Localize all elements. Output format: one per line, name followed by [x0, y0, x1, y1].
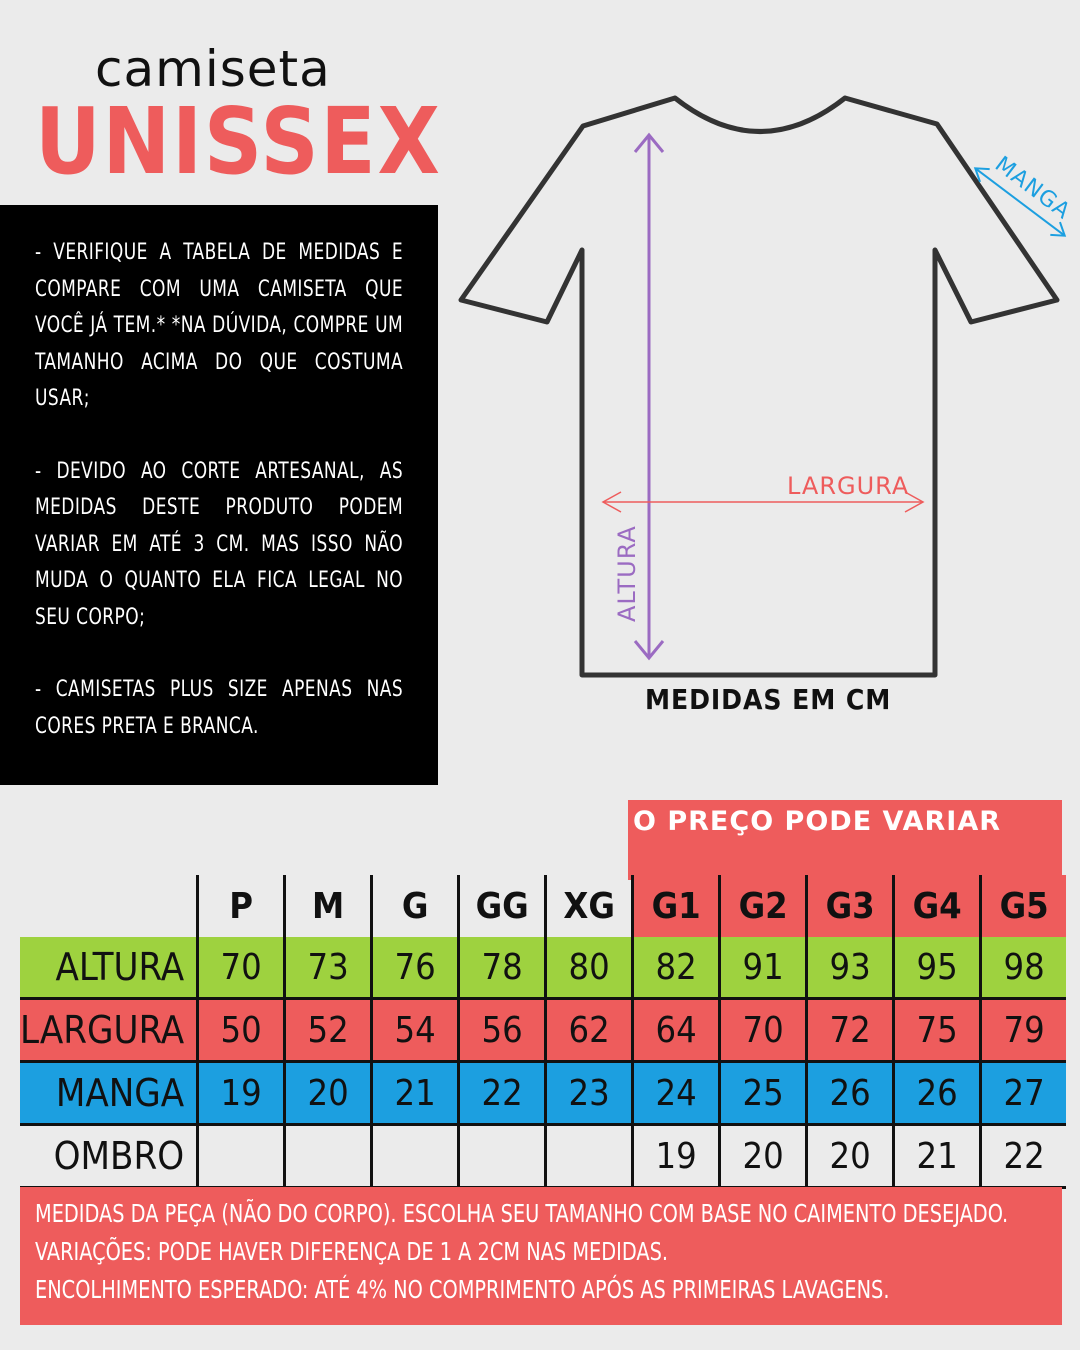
table-row-largura: [20, 999, 1066, 1062]
table-cell-ombro-m: [285, 1125, 372, 1188]
table-cell-manga-xg: 23: [546, 1062, 633, 1125]
table-cell-altura-g4: 95: [894, 937, 981, 999]
manga-label: MANGA: [990, 151, 1075, 225]
measures-unit-label: MEDIDAS EM CM: [645, 683, 892, 716]
footer-notes: [20, 1187, 1062, 1325]
size-header-m: M: [285, 875, 372, 937]
tshirt-diagram: [455, 90, 1075, 690]
table-row-manga: [20, 1062, 1066, 1125]
row-label-manga: MANGA: [20, 1062, 198, 1125]
table-cell-altura-m: 73: [285, 937, 372, 999]
table-cell-largura-m: 52: [285, 999, 372, 1062]
table-cell-altura-g3: 93: [807, 937, 894, 999]
table-cell-largura-g2: 70: [720, 999, 807, 1062]
size-header-g4: G4: [894, 875, 981, 937]
table-cell-manga-g1: 24: [633, 1062, 720, 1125]
size-header-gg: GG: [459, 875, 546, 937]
table-cell-altura-p: 70: [198, 937, 285, 999]
size-header-row: [20, 875, 1066, 937]
table-cell-largura-p: 50: [198, 999, 285, 1062]
title-unissex: UNISSEX: [35, 88, 442, 195]
size-header-g5: G5: [981, 875, 1067, 937]
table-cell-largura-g3: 72: [807, 999, 894, 1062]
row-label-ombro: OMBRO: [20, 1125, 198, 1188]
tshirt-outline: [461, 98, 1057, 675]
row-label-largura: LARGURA: [20, 999, 198, 1062]
table-cell-ombro-xg: [546, 1125, 633, 1188]
altura-label: ALTURA: [613, 525, 641, 622]
table-cell-ombro-g1: 19: [633, 1125, 720, 1188]
largura-label: LARGURA: [787, 472, 910, 500]
table-cell-altura-gg: 78: [459, 937, 546, 999]
notes-panel: [0, 205, 438, 785]
table-cell-largura-g1: 64: [633, 999, 720, 1062]
table-cell-largura-g: 54: [372, 999, 459, 1062]
table-cell-altura-g1: 82: [633, 937, 720, 999]
footer-line-3: ENCOLHIMENTO ESPERADO: ATÉ 4% NO COMPRIMENTO APÓS AS PRIMEIRAS LAVAGENS.: [35, 1275, 890, 1304]
note-check-table: - VERIFIQUE A TABELA DE MEDIDAS E COMPARE COM UMA CAMISETA QUE VOCÊ JÁ TEM.* *NA DÚVIDA, COMPRE UM TAMANHO ACIMA DO QUE COSTUMA USAR;: [35, 240, 404, 411]
table-cell-manga-m: 20: [285, 1062, 372, 1125]
table-cell-manga-p: 19: [198, 1062, 285, 1125]
table-cell-manga-g2: 25: [720, 1062, 807, 1125]
size-header-g: G: [372, 875, 459, 937]
table-cell-ombro-p: [198, 1125, 285, 1188]
table-cell-altura-xg: 80: [546, 937, 633, 999]
note-plus-size: - CAMISETAS PLUS SIZE APENAS NAS CORES PRETA E BRANCA.: [35, 677, 404, 739]
table-row-altura: [20, 937, 1066, 999]
note-artisan-cut: - DEVIDO AO CORTE ARTESANAL, AS MEDIDAS DESTE PRODUTO PODEM VARIAR EM ATÉ 3 CM. MAS ISSO NÃO MUDA O QUANTO ELA FICA LEGAL NO SEU CORPO;: [35, 458, 404, 630]
size-header-xg: XG: [546, 875, 633, 937]
table-cell-manga-g: 21: [372, 1062, 459, 1125]
table-cell-manga-gg: 22: [459, 1062, 546, 1125]
table-cell-altura-g2: 91: [720, 937, 807, 999]
size-header-blank: [20, 875, 198, 937]
table-cell-manga-g3: 26: [807, 1062, 894, 1125]
table-cell-altura-g5: 98: [981, 937, 1067, 999]
table-cell-largura-xg: 62: [546, 999, 633, 1062]
table-cell-ombro-gg: [459, 1125, 546, 1188]
title-camiseta: camiseta: [95, 40, 331, 98]
table-cell-largura-g4: 75: [894, 999, 981, 1062]
price-banner-text: O PREÇO PODE VARIAR: [633, 806, 1002, 837]
size-header-p: P: [198, 875, 285, 937]
footer-line-1: MEDIDAS DA PEÇA (NÃO DO CORPO). ESCOLHA SEU TAMANHO COM BASE NO CAIMENTO DESEJADO.: [35, 1199, 1009, 1228]
table-cell-manga-g4: 26: [894, 1062, 981, 1125]
table-cell-altura-g: 76: [372, 937, 459, 999]
table-cell-ombro-g2: 20: [720, 1125, 807, 1188]
table-cell-ombro-g: [372, 1125, 459, 1188]
table-cell-largura-g5: 79: [981, 999, 1067, 1062]
table-cell-largura-gg: 56: [459, 999, 546, 1062]
table-row-ombro: [20, 1125, 1066, 1188]
footer-line-2: VARIAÇÕES: PODE HAVER DIFERENÇA DE 1 A 2CM NAS MEDIDAS.: [35, 1237, 669, 1266]
size-table: [20, 875, 1066, 1189]
table-cell-ombro-g3: 20: [807, 1125, 894, 1188]
size-header-g2: G2: [720, 875, 807, 937]
table-cell-ombro-g5: 22: [981, 1125, 1067, 1188]
size-header-g1: G1: [633, 875, 720, 937]
table-cell-ombro-g4: 21: [894, 1125, 981, 1188]
table-cell-manga-g5: 27: [981, 1062, 1067, 1125]
row-label-altura: ALTURA: [20, 937, 198, 999]
size-header-g3: G3: [807, 875, 894, 937]
